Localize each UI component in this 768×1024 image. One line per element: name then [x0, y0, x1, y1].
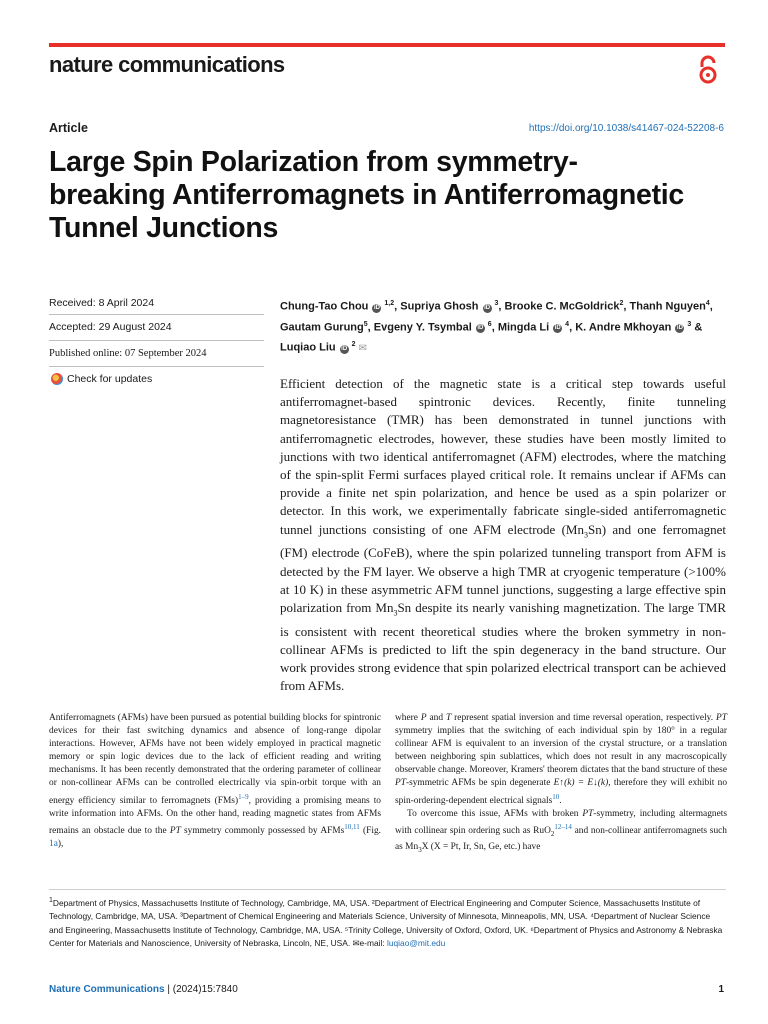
- journal-name[interactable]: nature communications: [49, 52, 285, 77]
- mail-icon: ✉: [352, 938, 360, 949]
- header-accent-bar: [49, 43, 725, 47]
- published-date: Published online: 07 September 2024: [49, 348, 207, 359]
- footer-journal-link[interactable]: Nature Communications: [49, 984, 165, 995]
- affiliation-marker: 6: [485, 320, 492, 328]
- orcid-icon[interactable]: iD: [341, 345, 348, 352]
- body-column-right: where P and T represent spatial inversion and time reversal operation, respectively. PT symmetry implies that the switching of each individual spin by 180° in a regular collinear AFM is equivalent to an inversion of the crystal structure, or a translation between neighboring spin sublattices, which does not result in any macroscopically observable change. Moreover, Kramers' theorem dictates that the band structure of these PT-symmetric AFMs be spin degenerate E↑(k) = E↓(k), therefore they will exhibit no spin-ordering-dependent electrical signals$^{10}$. To overcome this issue, AFMs with broken PT-symmetry, including altermagnets with collinear spin ordering such as RuO$_2^{12-14}$ and non-collinear antiferromagnets such as $Mn_3X$ (X = Pt, Ir, Sn, Ge, etc.) have: [395, 713, 728, 854]
- orcid-icon[interactable]: iD: [554, 325, 561, 332]
- affiliation-marker: 4: [705, 300, 710, 307]
- author-name[interactable]: Brooke C. McGoldrick: [504, 300, 620, 313]
- author-name[interactable]: Luqiao Liu: [280, 341, 336, 354]
- reference-link[interactable]: 10: [552, 792, 560, 801]
- author-list: Chung-Tao Chou iD $^{1,2}$, Supriya Ghosh iD $^3$, Brooke C. McGoldrick$^2$, Thanh Nguyen$^4$, Gautam Gurung$^5$, Evgeny Y. Tsymbal iD $^6$, Mingda Li iD $^4$, K. Andre Mkhoyan iD $^3$ & Luqiao Liu iD $^2$ ✉: [280, 300, 713, 354]
- meta-divider: [49, 340, 264, 341]
- orcid-icon[interactable]: iD: [484, 304, 491, 311]
- reference-link[interactable]: 10,11: [344, 822, 360, 831]
- body-column-left: Antiferromagnets (AFMs) have been pursued as potential building blocks for spintronic devices for their fast switching dynamics and absence of long-range dipolar interactions. However, AFMs have not been widely employed in practical magnetic memory or spin logic devices due to the lack of efficient reading and writing mechanisms. It has been recently demonstrated that the ordering parameter of collinear or non-collinear AFMs can be controlled electrically via spin-orbit torque with an energy efficiency similar to ferromagnets (FMs)$^{1-9}$, providing a promising means to write information into AFMs. On the other hand, reading magnetic states from AFMs remains an obstacle due to the PT symmetry commonly possessed by AFMs$^{10,11}$ (Fig. 1a),: [49, 713, 381, 850]
- meta-divider: [49, 366, 264, 367]
- author-name[interactable]: Chung-Tao Chou: [280, 300, 369, 313]
- author-name[interactable]: Thanh Nguyen: [629, 300, 706, 313]
- reference-link[interactable]: 12–14: [554, 822, 572, 831]
- affiliations: $^1$Department of Physics, Massachusetts Institute of Technology, Cambridge, MA, USA. ²Department of Electrical Engineering and Computer Science, Massachusetts Institute of Technology, Cambridge, MA, USA. ³Department of Chemical Engineering and Materials Science, University of Minnesota, Minneapolis, MN, USA. ⁴Department of Nuclear Science and Engineering, Massachusetts Institute of Technology, Cambridge, MA, USA. ⁵Trinity College, University of Oxford, Oxford, UK. ⁶Department of Physics and Astronomy & Nebraska Center for Materials and Nanoscience, University of Nebraska, Lincoln, NE, USA. ✉e-mail: luqiao@mit.edu: [49, 897, 723, 949]
- article-type: Article: [49, 121, 88, 135]
- orcid-icon[interactable]: iD: [676, 325, 683, 332]
- email-link[interactable]: luqiao@mit.edu: [387, 938, 446, 949]
- affiliation-marker: 2: [349, 341, 356, 349]
- affiliation-marker: 4: [563, 320, 570, 328]
- affiliation-marker: 5: [363, 320, 368, 328]
- author-name[interactable]: Gautam Gurung: [280, 321, 364, 334]
- affiliation-marker: 3: [685, 320, 692, 328]
- check-updates-label: Check for updates: [67, 373, 153, 385]
- doi-link[interactable]: https://doi.org/10.1038/s41467-024-52208-6: [528, 123, 724, 134]
- affiliation-marker: 3: [492, 300, 499, 307]
- reference-link[interactable]: 1–9: [238, 792, 249, 801]
- crossmark-icon: [51, 373, 63, 385]
- received-date: Received: 8 April 2024: [49, 297, 155, 309]
- page-number: 1: [718, 984, 724, 995]
- accepted-date: Accepted: 29 August 2024: [49, 321, 172, 333]
- check-for-updates-button[interactable]: [51, 373, 152, 385]
- footer-citation: Nature Communications | (2024)15:7840: [49, 984, 238, 995]
- article-title: Large Spin Polarization from symmetry-breaking Antiferromagnets in Antiferromagnetic Tunnel Junctions: [49, 146, 684, 244]
- author-name[interactable]: Evgeny Y. Tsymbal: [373, 321, 472, 334]
- figure-link[interactable]: 1a: [49, 839, 58, 850]
- affiliation-marker: 2: [619, 300, 624, 307]
- author-name[interactable]: K. Andre Mkhoyan: [575, 321, 672, 334]
- meta-divider: [49, 314, 264, 315]
- footnote-divider: [49, 889, 726, 890]
- affiliation-marker: 1,2: [382, 300, 395, 307]
- mail-icon[interactable]: ✉: [358, 342, 367, 354]
- author-name[interactable]: Mingda Li: [497, 321, 550, 334]
- orcid-icon[interactable]: iD: [477, 325, 484, 332]
- author-name[interactable]: Supriya Ghosh: [400, 300, 479, 313]
- abstract: Efficient detection of the magnetic state is a critical step towards useful antiferromagnet-based spintronic devices. Recently, finite tunneling magnetoresistance (TMR) has been demonstrated in tunnel junctions with antiferromagnetic electrodes, however, these studies have been mostly limited to junctions with two identical antiferromagnet (AFM) electrodes, where the matching of the spin-split Fermi surfaces played critical role. It remains unclear if AFMs can provide a finite net spin polarization, and hence be used as a spin polarizer or detector. In this work, we experimentally fabricate single-sided antiferromagnetic tunnel junctions consisting of one AFM electrode $(Mn_3Sn)$ and one ferromagnet (FM) electrode (CoFeB), where the spin polarized tunneling transport from AFM is detected by the FM layer. We observe a high TMR at cryogenic temperature (>100% at 10 K) in these asymmetric AFM tunnel junctions, suggesting a large effective spin polarization from $Mn_3Sn$ despite its nearly vanishing magnetization. The large TMR is consistent with recent theoretical studies where the broken symmetry in non-collinear AFMs is predicted to lift the spin degeneracy in the band structure. Our work provides strong evidence that spin polarized electrical transport can be achieved from AFMs.: [280, 376, 726, 694]
- orcid-icon[interactable]: iD: [373, 304, 380, 311]
- open-access-icon: [697, 55, 719, 85]
